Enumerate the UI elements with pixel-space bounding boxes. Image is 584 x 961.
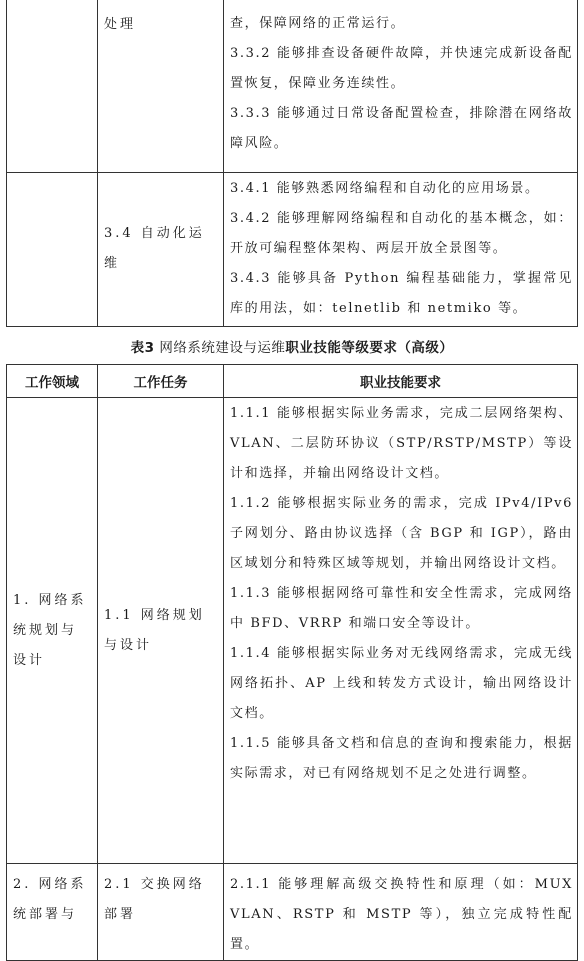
requirement-text: 3.4.3 能够具备 Python 编程基础能力，掌握常见库的用法，如：telnetlib 和 netmiko 等。 xyxy=(230,271,573,316)
task-cell xyxy=(98,172,224,326)
requirement-text: 3.3.3 能够通过日常设备配置检查，排除潜在网络故障风险。 xyxy=(230,106,573,151)
empty-area-cell xyxy=(7,0,98,172)
table-row xyxy=(7,864,578,961)
requirement-text: 1.1.4 能够根据实际业务对无线网络需求，完成无线网络拓扑、AP 上线和转发方式设计，输出网络设计文档。 xyxy=(230,646,573,721)
header-area: 工作领域 xyxy=(7,365,98,398)
task-text: 1.1 网络规划与设计 xyxy=(104,607,205,653)
task-cell xyxy=(98,864,224,961)
task-text: 2.1 交换网络部署 xyxy=(104,877,205,922)
requirement-text: 1.1.5 能够具备文档和信息的查询和搜索能力，根据实际需求，对已有网络规划不足之处进行调整。 xyxy=(230,736,573,781)
requirement-text: 1.1.1 能够根据实际业务需求，完成二层网络架构、VLAN、二层防环协议（STP/RSTP/MSTP）等设计和选择，并输出网络设计文档。 xyxy=(230,406,573,481)
caption-middle: 网络系统建设与运维 xyxy=(154,340,286,356)
caption-prefix: 表3 xyxy=(130,340,155,356)
task-text: 处理 xyxy=(104,17,137,32)
header-task: 工作任务 xyxy=(98,365,224,398)
requirement-text: 3.3.2 能够排查设备硬件故障，并快速完成新设备配置恢复，保障业务连续性。 xyxy=(230,46,573,91)
header-requirements: 职业技能要求 xyxy=(224,365,578,398)
requirement-text: 3.4.2 能够理解网络编程和自动化的基本概念，如：开放可编程整体架构、两层开放全景图等。 xyxy=(230,211,573,256)
requirements-cell xyxy=(224,172,578,326)
requirements-cell xyxy=(224,0,578,172)
area-text: 2. 网络系统部署与 xyxy=(13,877,87,922)
requirement-text: 2.1.1 能够理解高级交换特性和原理（如：MUX VLAN、RSTP 和 MSTP 等），独立完成特性配置。 xyxy=(230,877,573,952)
table-row xyxy=(7,398,578,864)
table-header-row xyxy=(7,365,578,398)
task-text: 3.4 自动化运维 xyxy=(104,226,205,271)
requirement-text: 1.1.3 能够根据网络可靠性和安全性需求，完成网络中 BFD、VRRP 和端口安全等设计。 xyxy=(230,586,573,631)
requirement-text: 查，保障网络的正常运行。 xyxy=(230,16,406,31)
empty-area-cell xyxy=(7,172,98,326)
requirements-cell xyxy=(224,398,578,864)
continuation-table xyxy=(6,0,578,327)
caption-suffix: 职业技能等级要求（高级） xyxy=(285,340,454,356)
area-cell xyxy=(7,398,98,864)
task-cell xyxy=(98,0,224,172)
skills-table xyxy=(6,364,578,961)
area-text: 1. 网络系统规划与设计 xyxy=(13,592,87,668)
requirements-cell xyxy=(224,864,578,961)
requirement-text: 3.4.1 能够熟悉网络编程和自动化的应用场景。 xyxy=(230,181,540,196)
requirement-text: 1.1.2 能够根据实际业务的需求，完成 IPv4/IPv6 子网划分、路由协议选择（含 BGP 和 IGP），路由区域划分和特殊区域等规划，并输出网络设计文档。 xyxy=(230,496,573,571)
table-caption xyxy=(0,338,584,358)
task-cell xyxy=(98,398,224,864)
area-cell xyxy=(7,864,98,961)
